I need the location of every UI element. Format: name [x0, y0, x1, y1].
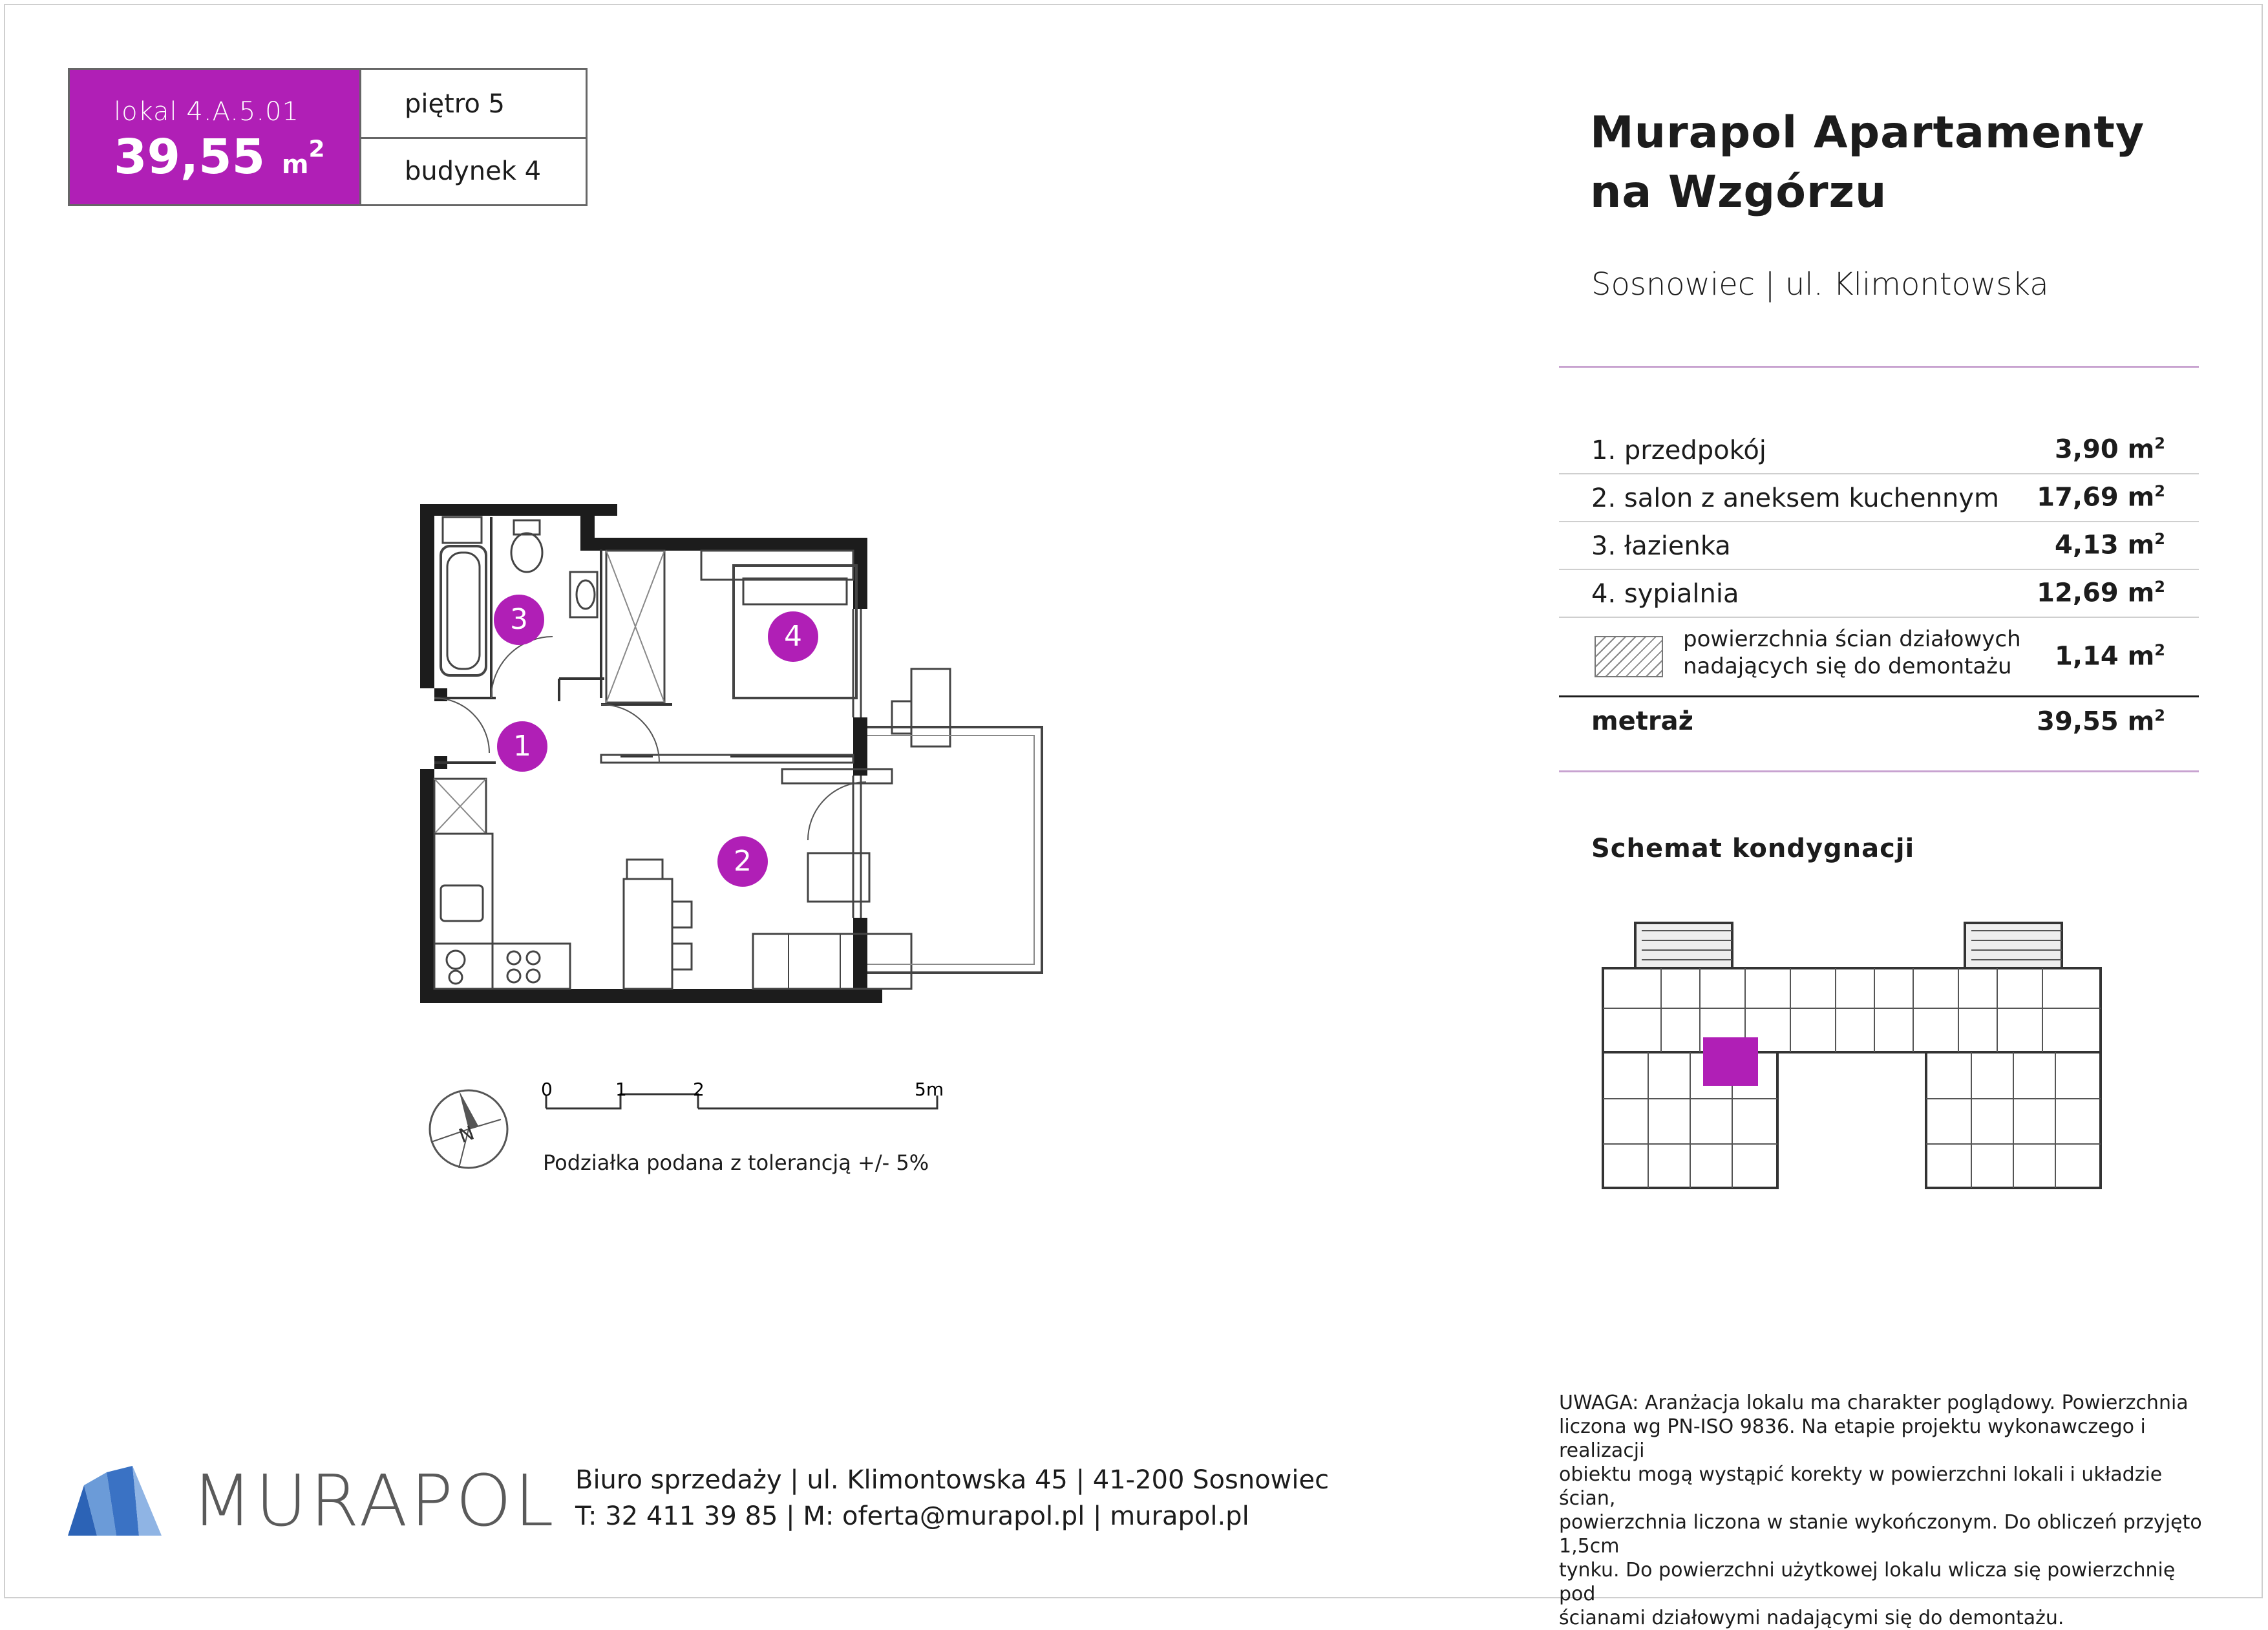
rooms-table: [1559, 427, 2199, 752]
scale-tick-0: 0: [541, 1079, 553, 1100]
divider-top: [1559, 366, 2199, 368]
office-address: Biuro sprzedaży | ul. Klimontowska 45 | 41-200 Sosnowiec: [575, 1465, 1330, 1495]
project-title-line2: na Wzgórzu: [1590, 167, 1887, 218]
scale-tick-1: 1: [615, 1079, 627, 1100]
murapol-logo-icon: [68, 1466, 162, 1537]
project-title: [1590, 103, 2145, 222]
room-area: 17,69 $m^2$: [2037, 482, 2165, 513]
hatch-swatch-icon: [1595, 636, 1663, 677]
floor-label: piętro 5: [405, 89, 505, 119]
room-row: [1559, 427, 2199, 474]
floor-schema-title: Schemat kondygnacji: [1591, 834, 1915, 863]
room-badge-1: 1: [497, 721, 547, 772]
scale-tolerance-note: Podziałka podana z tolerancją +/- 5%: [543, 1150, 929, 1175]
floor-cell: [359, 70, 586, 139]
project-title-line1: Murapol Apartamenty: [1590, 107, 2145, 158]
total-area: 39,55 $m^2$: [2037, 706, 2165, 737]
room-row: [1559, 522, 2199, 570]
scale-tick-5m: 5m: [915, 1079, 944, 1100]
building-label: budynek 4: [405, 156, 542, 186]
project-location: Sosnowiec | ul. Klimontowska: [1591, 266, 2049, 302]
unit-header: [68, 68, 588, 206]
room-row: [1559, 474, 2199, 522]
total-row: [1559, 697, 2199, 752]
room-row: [1559, 570, 2199, 618]
office-contact: T: 32 411 39 85 | M: oferta@murapol.pl | murapol.pl: [575, 1501, 1249, 1531]
room-name: 2. salon z aneksem kuchennym: [1591, 483, 1999, 513]
floor-schema-diagram: [1596, 911, 2107, 1196]
page-frame: [4, 4, 2263, 1598]
unit-highlight: [1703, 1037, 1758, 1086]
room-name: 3. łazienka: [1591, 531, 1731, 561]
sales-office-info: [575, 1462, 1329, 1534]
room-area: 12,69 $m^2$: [2037, 578, 2165, 608]
partition-walls-area: 1,14 $m^2$: [2055, 641, 2165, 672]
divider-bottom: [1559, 770, 2199, 772]
room-area: 4,13 $m^2$: [2055, 530, 2165, 560]
partition-walls-row: [1559, 618, 2199, 697]
total-label: metraż: [1591, 706, 1693, 736]
unit-id-panel: [70, 70, 359, 204]
partition-walls-label: powierzchnia ścian działowych nadających się do demontażu: [1683, 626, 2021, 679]
unit-label: lokal 4.A.5.01: [114, 97, 299, 127]
brand-wordmark: MURAPOL: [191, 1459, 556, 1542]
scale-bar: [530, 1076, 970, 1128]
room-badge-3: 3: [494, 595, 544, 645]
compass-letter: N: [456, 1121, 478, 1148]
unit-area: 39,55 $m^2$: [114, 129, 325, 185]
disclaimer-note: UWAGA: Aranżacja lokalu ma charakter poglądowy. Powierzchnia liczona wg PN-ISO 9836. Na etapie projektu wykonawczego i realizacji obiektu mogą wystąpić korekty w powierzchni lokali i układzie ścian, powierzchnia liczona w stanie wykończonym. Do obliczeń przyjęto 1,5cm tynku. Do powierzchni użytkowej lokalu wlicza się powierzchnię pod ścianami działowymi nadającymi się do demontażu.: [1559, 1392, 2202, 1629]
building-cell: [359, 137, 586, 204]
north-arrow-icon: [419, 1076, 519, 1176]
room-area: 3,90 $m^2$: [2055, 434, 2165, 465]
scale-tick-2: 2: [693, 1079, 705, 1100]
room-name: 1. przedpokój: [1591, 436, 1766, 465]
room-name: 4. sypialnia: [1591, 579, 1739, 609]
room-badge-2: 2: [717, 836, 768, 887]
room-badge-4: 4: [768, 611, 818, 662]
